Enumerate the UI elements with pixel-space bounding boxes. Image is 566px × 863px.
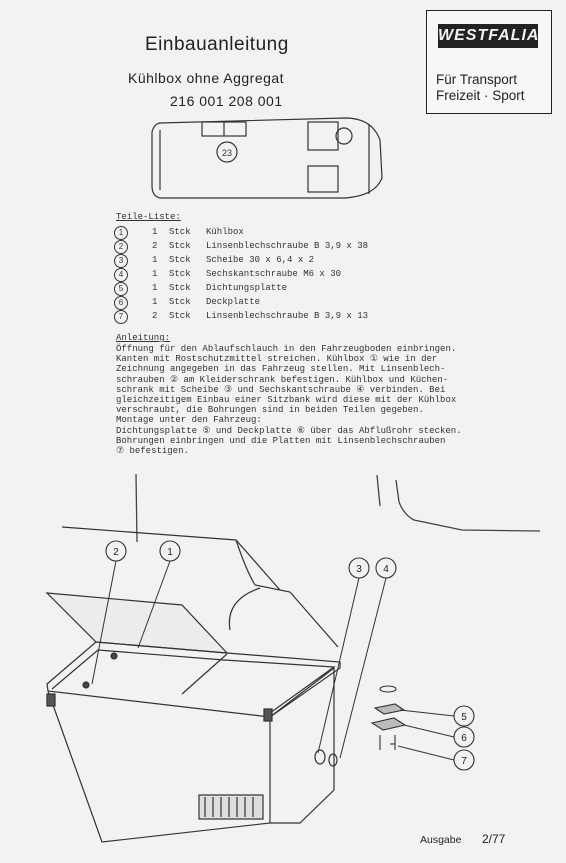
floor-outline: [136, 474, 540, 542]
parts-list-row: [114, 255, 414, 268]
parts-list-row: [114, 227, 414, 240]
part-qty: 2: [152, 241, 158, 251]
document-subtitle: Kühlbox ohne Aggregat: [128, 70, 285, 86]
vehicle-part-label: 23: [221, 148, 233, 158]
westfalia-logo: WESTFALIA: [438, 24, 538, 48]
part-desc: Dichtungsplatte: [206, 283, 288, 293]
exploded-parts: [372, 686, 405, 750]
part-num: 3: [114, 254, 128, 268]
parts-list-row: [114, 311, 414, 324]
parts-list-row: [114, 297, 414, 310]
callout-7: 7: [461, 756, 467, 767]
part-number: 216 001 208 001: [170, 93, 283, 109]
part-num: 1: [114, 226, 128, 240]
part-unit: Stck: [169, 255, 191, 265]
part-qty: 1: [152, 297, 158, 307]
part-desc: Linsenblechschraube B 3,9 x 38: [206, 241, 369, 251]
part-desc: Sechskantschraube M6 x 30: [206, 269, 342, 279]
part-qty: 2: [152, 311, 158, 321]
part-desc: Deckplatte: [206, 297, 261, 307]
instruction-line: gleichzeitigem Einbau einer Sitzbank wird diese mit der Kühlbox: [116, 395, 457, 406]
part-unit: Stck: [169, 227, 191, 237]
part-desc: Scheibe 30 x 6,4 x 2: [206, 255, 315, 265]
callout-leaders: [92, 561, 454, 760]
part-unit: Stck: [169, 269, 191, 279]
part-num: 6: [114, 296, 128, 310]
instruction-line: Bohrungen einbringen und die Platten mit Linsenblechschrauben: [116, 435, 446, 446]
parts-list-row: [114, 283, 414, 296]
document-title: Einbauanleitung: [145, 34, 289, 55]
part-unit: Stck: [169, 241, 191, 251]
part-unit: Stck: [169, 297, 191, 307]
edition-value: 2/77: [482, 832, 506, 846]
part-desc: Kühlbox: [206, 227, 244, 237]
part-qty: 1: [152, 255, 158, 265]
part-num: 7: [114, 310, 128, 324]
part-desc: Linsenblechschraube B 3,9 x 13: [206, 311, 369, 321]
cooler-box-drawing: [47, 527, 340, 842]
instructions-body: [116, 344, 476, 456]
part-num: 5: [114, 282, 128, 296]
instruction-line: Kanten mit Rostschutzmittel streichen. Kühlbox ① wie in der: [116, 354, 438, 365]
callout-2: 2: [113, 547, 119, 558]
instruction-line: verschraubt, die Bohrungen sind in beiden Teilen gegeben.: [116, 405, 424, 416]
instruction-line: schrauben ② am Kleiderschrank befestigen. Kühlbox und Küchen-: [116, 374, 449, 385]
parts-list-row: [114, 241, 414, 254]
edition-label: Ausgabe: [420, 834, 462, 846]
logo-tagline-2: Freizeit · Sport: [436, 88, 525, 103]
vehicle-top-view: [152, 118, 382, 198]
part-num: 4: [114, 268, 128, 282]
instruction-line: Öffnung für den Ablaufschlauch in den Fahrzeugboden einbringen.: [116, 344, 457, 354]
callout-3: 3: [356, 564, 362, 575]
callout-1: 1: [167, 547, 173, 558]
part-unit: Stck: [169, 283, 191, 293]
part-qty: 1: [152, 269, 158, 279]
instructions-heading: Anleitung:: [116, 333, 171, 343]
callout-6: 6: [461, 733, 467, 744]
logo-tagline-1: Für Transport: [436, 72, 518, 87]
instruction-line: ⑦ befestigen.: [116, 446, 189, 457]
callout-5: 5: [461, 712, 467, 723]
part-unit: Stck: [169, 311, 191, 321]
part-qty: 1: [152, 283, 158, 293]
instruction-line: Dichtungsplatte ⑤ und Deckplatte ⑥ über das Abflußrohr stecken.: [116, 425, 462, 436]
instruction-line: schrank mit Scheibe ③ und Sechskantschraube ④ verbinden. Bei: [116, 384, 446, 395]
instruction-line: Montage unter den Fahrzeug:: [116, 415, 262, 426]
part-num: 2: [114, 240, 128, 254]
parts-list-row: [114, 269, 414, 282]
callout-4: 4: [383, 564, 389, 575]
part-qty: 1: [152, 227, 158, 237]
instruction-line: Zeichnung angegeben in das Fahrzeug stellen. Mit Linsenblech-: [116, 364, 446, 375]
parts-list-heading: Teile-Liste:: [116, 212, 181, 222]
